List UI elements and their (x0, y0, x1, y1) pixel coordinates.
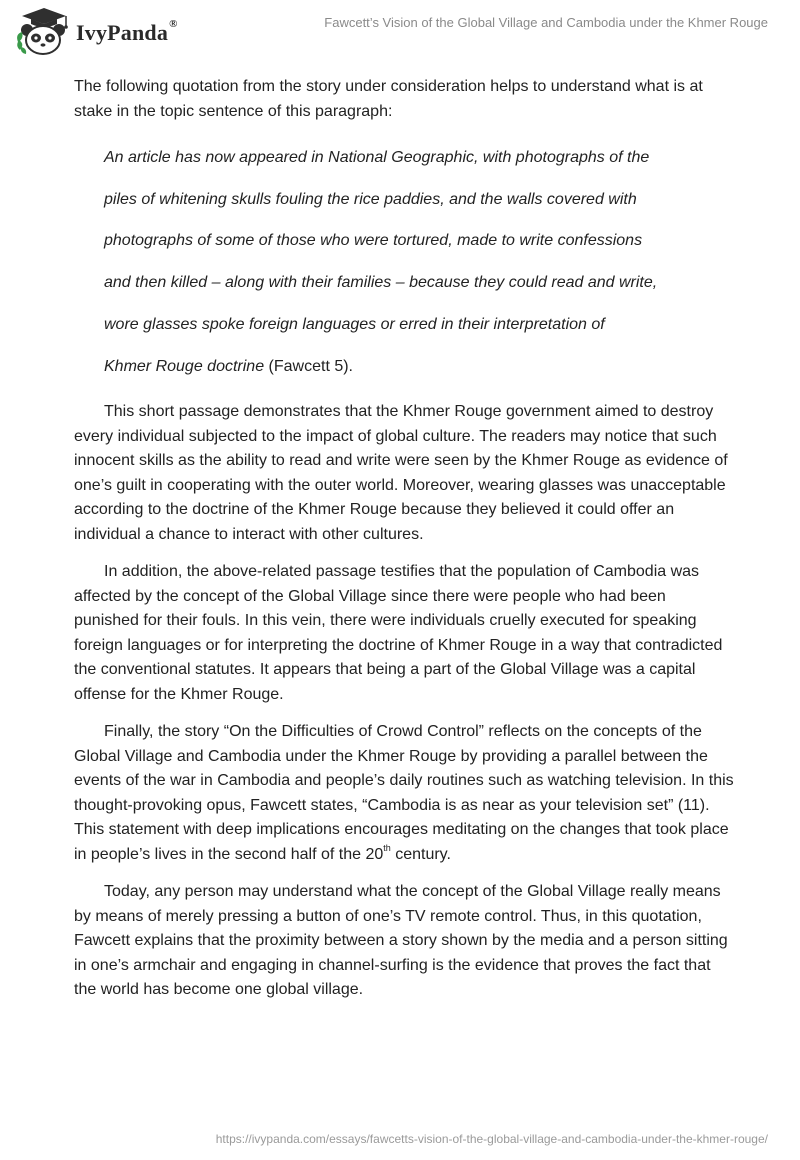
quote-line: piles of whitening skulls fouling the rice paddies, and the walls covered with (104, 190, 637, 208)
ordinal-suffix: th (383, 842, 391, 853)
block-quote (104, 137, 734, 387)
paragraph-3-end: century. (390, 845, 451, 863)
quote-line: An article has now appeared in National Geographic, with photographs of the (104, 149, 650, 166)
paragraph-3-text: Finally, the story “On the Difficulties of Crowd Control” reflects on the concepts of the Global Village and Cambodia under the Khmer Rouge by providing a parallel between the events of the war in Cambodia and people’s daily routines such as watching television. In this thought-provoking opus, Fawcett states, “Cambodia is as near as your television set” (11). This statement with deep implications encourages meditating on the changes that took place in people’s lives in the second half of the 20 (74, 723, 734, 863)
essay-body (74, 75, 734, 1016)
source-url[interactable]: https://ivypanda.com/essays/fawcetts-vision-of-the-global-village-and-cambodia-under-the-khmer-rouge/ (215, 1132, 768, 1146)
brand-name-text: IvyPanda (76, 20, 169, 45)
registered-mark: ® (169, 18, 178, 30)
page-header (0, 0, 800, 60)
quote-line: wore glasses spoke foreign languages or erred in their interpretation of (104, 315, 605, 333)
quote-line: and then killed – along with their families – because they could read and write, (104, 274, 658, 292)
running-title: Fawcett’s Vision of the Global Village and Cambodia under the Khmer Rouge (324, 15, 768, 30)
paragraph-1: This short passage demonstrates that the Khmer Rouge government aimed to destroy every individual subjected to the impact of global culture. The readers may notice that such innocent skills as the ability to read and write were seen by the Khmer Rouge as evidence of one’s guilt in cooperating with the outer world. Moreover, wearing glasses was unacceptable according to the doctrine of the Khmer Rouge because they believed it could offer an individual a chance to interact with other cultures. (74, 403, 728, 543)
panda-graduate-icon (14, 6, 72, 56)
quote-last-line (104, 346, 734, 388)
paragraph-4: Today, any person may understand what the concept of the Global Village really means by means of merely pressing a button of one’s TV remote control. Thus, in this quotation, Fawcett explains that the proximity between a story shown by the media and a person sitting in one’s armchair and engaging in channel-surfing is the evidence that proves the fact that the world has become one global village. (74, 883, 728, 999)
brand-name (76, 20, 178, 46)
brand-logo[interactable] (14, 6, 178, 56)
intro-paragraph: The following quotation from the story under consideration helps to understand what is at stake in the topic sentence of this paragraph: (74, 78, 703, 120)
quote-line: photographs of some of those who were tortured, made to write confessions (104, 232, 643, 250)
quote-line: Khmer Rouge doctrine (104, 357, 265, 375)
paragraph-3 (74, 720, 734, 867)
paragraph-2: In addition, the above-related passage testifies that the population of Cambodia was affected by the concept of the Global Village since there were people who had been punished for their fouls. In this vein, there were individuals cruelly executed for speaking foreign languages or for interpreting the doctrine of Khmer Rouge in a way that contradicted the conventional statutes. It appears that being a part of the Global Village was a capital offense for the Khmer Rouge. (74, 563, 723, 703)
quote-citation: (Fawcett 5). (264, 357, 353, 375)
